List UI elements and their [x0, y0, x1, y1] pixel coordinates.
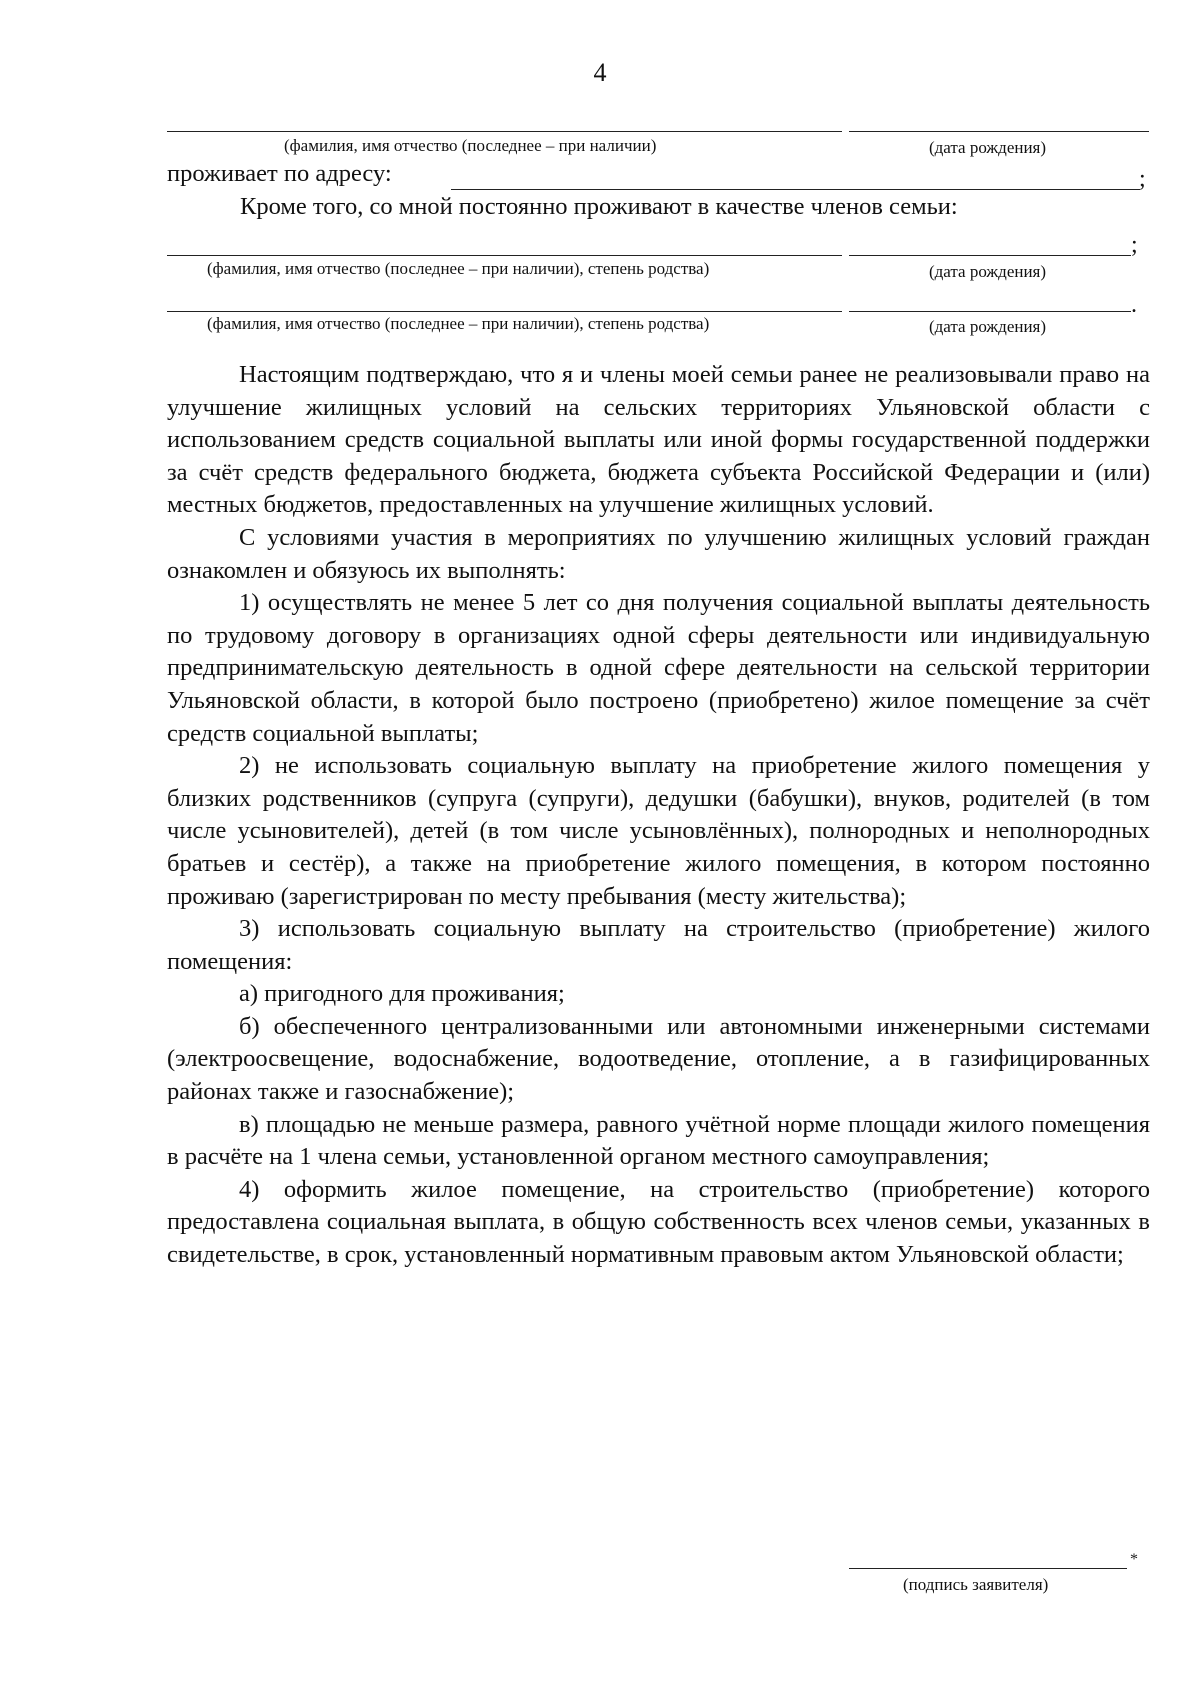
family-member-2-birth-line[interactable] [849, 311, 1131, 312]
family-member-1-birth-caption: (дата рождения) [929, 262, 1047, 281]
paragraph-item-3b: б) обеспеченного централизованными или автономными инженерными системами (электроосвещение, водоснабжение, водоотведение, отопление, а в газифицированных районах также и газоснабжение); [167, 1012, 1150, 1106]
page-number: 4 [593, 58, 607, 87]
family-member-2-name-line[interactable] [167, 311, 842, 312]
address-line[interactable] [451, 189, 1140, 190]
applicant-name-line[interactable] [167, 131, 842, 132]
paragraph-item-2: 2) не использовать социальную выплату на приобретение жилого помещения у близких родственников (супруга (супруги), дедушки (бабушки), внуков, родителей (в том числе усыновителей), детей (в том числе усыновлённых), полнородных и неполнородных братьев и сестёр), а также на приобретение жилого помещения, в котором постоянно проживаю (зарегистрирован по месту пребывания (месту жительства); [167, 752, 1150, 910]
paragraph-confirmation: Настоящим подтверждаю, что я и члены моей семьи ранее не реализовывали право на улучшение жилищных условий на сельских территориях Ульяновской области с использованием средств социальной выплаты или иной формы государственной поддержки за счёт средств федерального бюджета, бюджета субъекта Российской Федерации и (или) местных бюджетов, предоставленных на улучшение жилищных условий. [167, 361, 1150, 519]
signature-line[interactable] [849, 1568, 1127, 1569]
family-member-1-name-line[interactable] [167, 255, 842, 256]
family-member-2-name-caption: (фамилия, имя отчество (последнее – при наличии), степень родства) [207, 314, 710, 333]
family-member-2-birth-caption: (дата рождения) [929, 317, 1047, 336]
applicant-name-caption: (фамилия, имя отчество (последнее – при наличии) [284, 136, 657, 155]
applicant-birth-line[interactable] [849, 131, 1149, 132]
signature-asterisk: * [1130, 1551, 1138, 1568]
declaration-body [167, 359, 1150, 1272]
paragraph-item-1: 1) осуществлять не менее 5 лет со дня получения социальной выплаты деятельность по трудовому договору в организациях одной сферы деятельности или индивидуальную предпринимательскую деятельность в одной сфере деятельности на сельской территории Ульяновской области, в которой было построено (приобретено) жилое помещение за счёт средств социальной выплаты; [167, 589, 1150, 747]
paragraph-item-3: 3) использовать социальную выплату на строительство (приобретение) жилого помещения: [167, 915, 1150, 975]
family-member-1-name-caption: (фамилия, имя отчество (последнее – при наличии), степень родства) [207, 259, 710, 278]
family-intro: Кроме того, со мной постоянно проживают в качестве членов семьи: [240, 193, 958, 220]
family-member-2-period: . [1131, 292, 1137, 318]
address-semicolon: ; [1139, 166, 1146, 192]
paragraph-item-3v: в) площадью не меньше размера, равного учётной норме площади жилого помещения в расчёте на 1 члена семьи, установленной органом местного самоуправления; [167, 1110, 1150, 1171]
family-member-1-birth-line[interactable] [849, 255, 1131, 256]
signature-caption: (подпись заявителя) [903, 1575, 1049, 1594]
paragraph-conditions-intro: С условиями участия в мероприятиях по улучшению жилищных условий граждан ознакомлен и обязуюсь их выполнять: [167, 523, 1150, 584]
address-label: проживает по адресу: [167, 160, 392, 187]
family-member-1-semicolon: ; [1131, 232, 1138, 258]
applicant-birth-caption: (дата рождения) [929, 138, 1047, 157]
paragraph-item-4: 4) оформить жилое помещение, на строительство (приобретение) которого предоставлена социальная выплата, в общую собственность всех членов семьи, указанных в свидетельстве, в срок, установленный нормативным правовым актом Ульяновской области; [167, 1175, 1150, 1269]
paragraph-item-3a: а) пригодного для проживания; [239, 980, 565, 1008]
